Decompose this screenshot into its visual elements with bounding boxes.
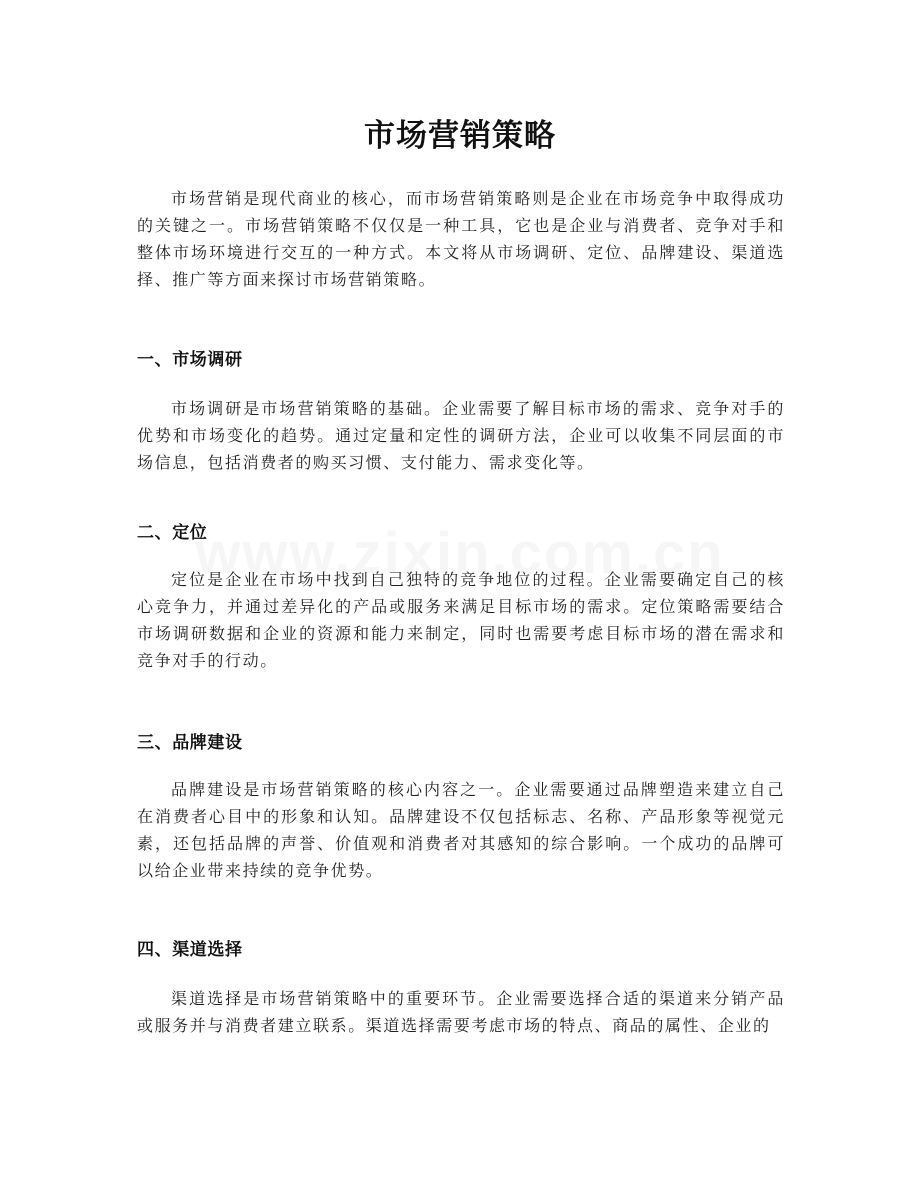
section-heading-brand-building: 三、品牌建设 xyxy=(137,733,243,753)
section-body-brand-building: 品牌建设是市场营销策略的核心内容之一。企业需要通过品牌塑造来建立自己在消费者心目中的形象和认知。品牌建设不仅包括标志、名称、产品形象等视觉元素，还包括品牌的声誉、价值观和消费者对其感知的综合影响。一个成功的品牌可以给企业带来持续的竞争优势。 xyxy=(137,780,785,880)
section-body-market-research: 市场调研是市场营销策略的基础。企业需要了解目标市场的需求、竞争对手的优势和市场变化的趋势。通过定量和定性的调研方法，企业可以收集不同层面的市场信息，包括消费者的购买习惯、支付能力、需求变化等。 xyxy=(137,399,785,472)
intro-paragraph: 市场营销是现代商业的核心，而市场营销策略则是企业在市场竞争中取得成功的关键之一。市场营销策略不仅仅是一种工具，它也是企业与消费者、竞争对手和整体市场环境进行交互的一种方式。本文将从市场调研、定位、品牌建设、渠道选择、推广等方面来探讨市场营销策略。 xyxy=(137,189,785,289)
section-heading-market-research: 一、市场调研 xyxy=(137,350,243,370)
section-body-positioning: 定位是企业在市场中找到自己独特的竞争地位的过程。企业需要确定自己的核心竞争力，并通过差异化的产品或服务来满足目标市场的需求。定位策略需要结合市场调研数据和企业的资源和能力来制定，同时也需要考虑目标市场的潜在需求和竞争对手的行动。 xyxy=(137,570,785,670)
section-heading-positioning: 二、定位 xyxy=(137,523,208,543)
page-title: 市场营销策略 xyxy=(364,118,556,154)
section-heading-channel-selection: 四、渠道选择 xyxy=(137,940,243,960)
section-body-channel-selection: 渠道选择是市场营销策略中的重要环节。企业需要选择合适的渠道来分销产品或服务并与消费者建立联系。渠道选择需要考虑市场的特点、商品的属性、企业的 xyxy=(137,989,785,1035)
